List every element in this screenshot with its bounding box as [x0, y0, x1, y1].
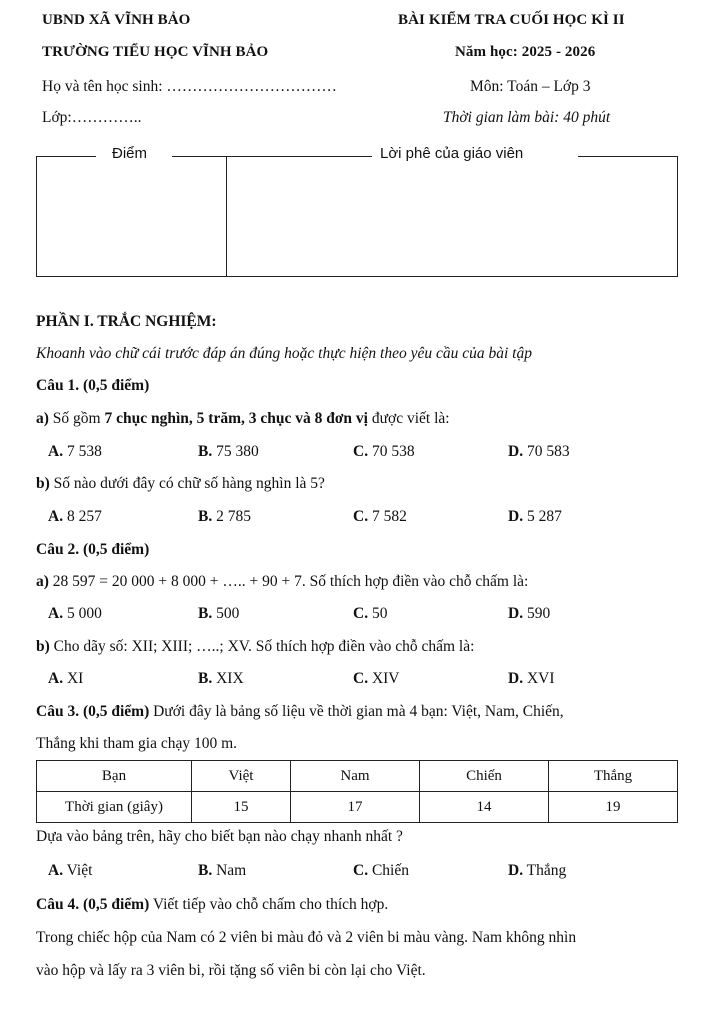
teacher-comment-label: Lời phê của giáo viên — [374, 145, 529, 162]
q1a-option-c[interactable]: C. 70 538 — [353, 443, 415, 460]
q2b-option-a[interactable]: A. XI — [48, 670, 84, 687]
q1b-option-c[interactable]: C. 7 582 — [353, 508, 407, 525]
table-header-cell: Bạn — [37, 761, 192, 792]
q2b-option-b[interactable]: B. XIX — [198, 670, 244, 687]
q1b-option-d[interactable]: D. 5 287 — [508, 508, 562, 525]
part1-instruction: Khoanh vào chữ cái trước đáp án đúng hoặc thực hiện theo yêu cầu của bài tập — [36, 345, 532, 362]
q3-text: Câu 3. (0,5 điểm) Dưới đây là bảng số liệu về thời gian mà 4 bạn: Việt, Nam, Chiến, — [36, 703, 564, 720]
table-row — [37, 792, 678, 823]
q1a-option-d[interactable]: D. 70 583 — [508, 443, 570, 460]
q2a-option-a[interactable]: A. 5 000 — [48, 605, 102, 622]
q2a-text: a) 28 597 = 20 000 + 8 000 + ….. + 90 + 7. Số thích hợp điền vào chỗ chấm là: — [36, 573, 529, 590]
q1a-option-b[interactable]: B. 75 380 — [198, 443, 259, 460]
score-box — [36, 145, 678, 278]
q1b-option-a[interactable]: A. 8 257 — [48, 508, 102, 525]
table-row — [37, 761, 678, 792]
running-time-table — [36, 760, 678, 823]
table-header-cell: Thắng — [549, 761, 678, 792]
table-cell: 14 — [420, 792, 549, 823]
q4-text-line3: vào hộp và lấy ra 3 viên bi, rồi tặng số viên bi còn lại cho Việt. — [36, 962, 426, 979]
q3-option-b[interactable]: B. Nam — [198, 862, 247, 879]
q1-title: Câu 1. (0,5 điểm) — [36, 377, 150, 394]
student-name-field: Họ và tên học sinh: …………………………… — [42, 78, 337, 95]
part1-title: PHẦN I. TRẮC NGHIỆM: — [36, 313, 217, 330]
q2-title: Câu 2. (0,5 điểm) — [36, 541, 150, 558]
school-authority: UBND XÃ VĨNH BẢO — [42, 12, 191, 28]
q1a-option-a[interactable]: A. 7 538 — [48, 443, 102, 460]
q2b-option-d[interactable]: D. XVI — [508, 670, 555, 687]
school-name: TRƯỜNG TIỂU HỌC VĨNH BẢO — [42, 44, 269, 60]
q3-option-c[interactable]: C. Chiến — [353, 862, 409, 879]
table-cell: 15 — [192, 792, 291, 823]
score-box-divider — [226, 156, 227, 276]
q4-text-line2: Trong chiếc hộp của Nam có 2 viên bi màu đỏ và 2 viên bi màu vàng. Nam không nhìn — [36, 929, 577, 946]
subject: Môn: Toán – Lớp 3 — [470, 78, 591, 95]
score-box-frame — [36, 156, 678, 277]
q3-option-d[interactable]: D. Thắng — [508, 862, 567, 879]
score-label: Điểm — [106, 145, 153, 162]
q3-question: Dựa vào bảng trên, hãy cho biết bạn nào chạy nhanh nhất ? — [36, 828, 403, 845]
q2a-option-d[interactable]: D. 590 — [508, 605, 551, 622]
table-header-cell: Việt — [192, 761, 291, 792]
exam-title: BÀI KIỂM TRA CUỐI HỌC KÌ II — [398, 12, 625, 28]
q1b-option-b[interactable]: B. 2 785 — [198, 508, 251, 525]
class-field: Lớp:………….. — [42, 109, 142, 126]
q1a-text: a) Số gồm 7 chục nghìn, 5 trăm, 3 chục và 8 đơn vị được viết là: — [36, 410, 450, 427]
q3-option-a[interactable]: A. Việt — [48, 862, 93, 879]
q3-text-line2: Thắng khi tham gia chạy 100 m. — [36, 735, 238, 752]
table-cell: 17 — [291, 792, 420, 823]
school-year: Năm học: 2025 - 2026 — [455, 44, 596, 60]
q2b-option-c[interactable]: C. XIV — [353, 670, 400, 687]
table-cell: 19 — [549, 792, 678, 823]
q1b-text: b) Số nào dưới đây có chữ số hàng nghìn là 5? — [36, 475, 325, 492]
table-header-cell: Nam — [291, 761, 420, 792]
table-header-cell: Chiến — [420, 761, 549, 792]
q2a-option-b[interactable]: B. 500 — [198, 605, 240, 622]
time-limit: Thời gian làm bài: 40 phút — [443, 109, 611, 126]
table-cell: Thời gian (giây) — [37, 792, 192, 823]
q2a-option-c[interactable]: C. 50 — [353, 605, 388, 622]
q2b-text: b) Cho dãy số: XII; XIII; …..; XV. Số thích hợp điền vào chỗ chấm là: — [36, 638, 475, 655]
q4-text: Câu 4. (0,5 điểm) Viết tiếp vào chỗ chấm cho thích hợp. — [36, 896, 389, 913]
